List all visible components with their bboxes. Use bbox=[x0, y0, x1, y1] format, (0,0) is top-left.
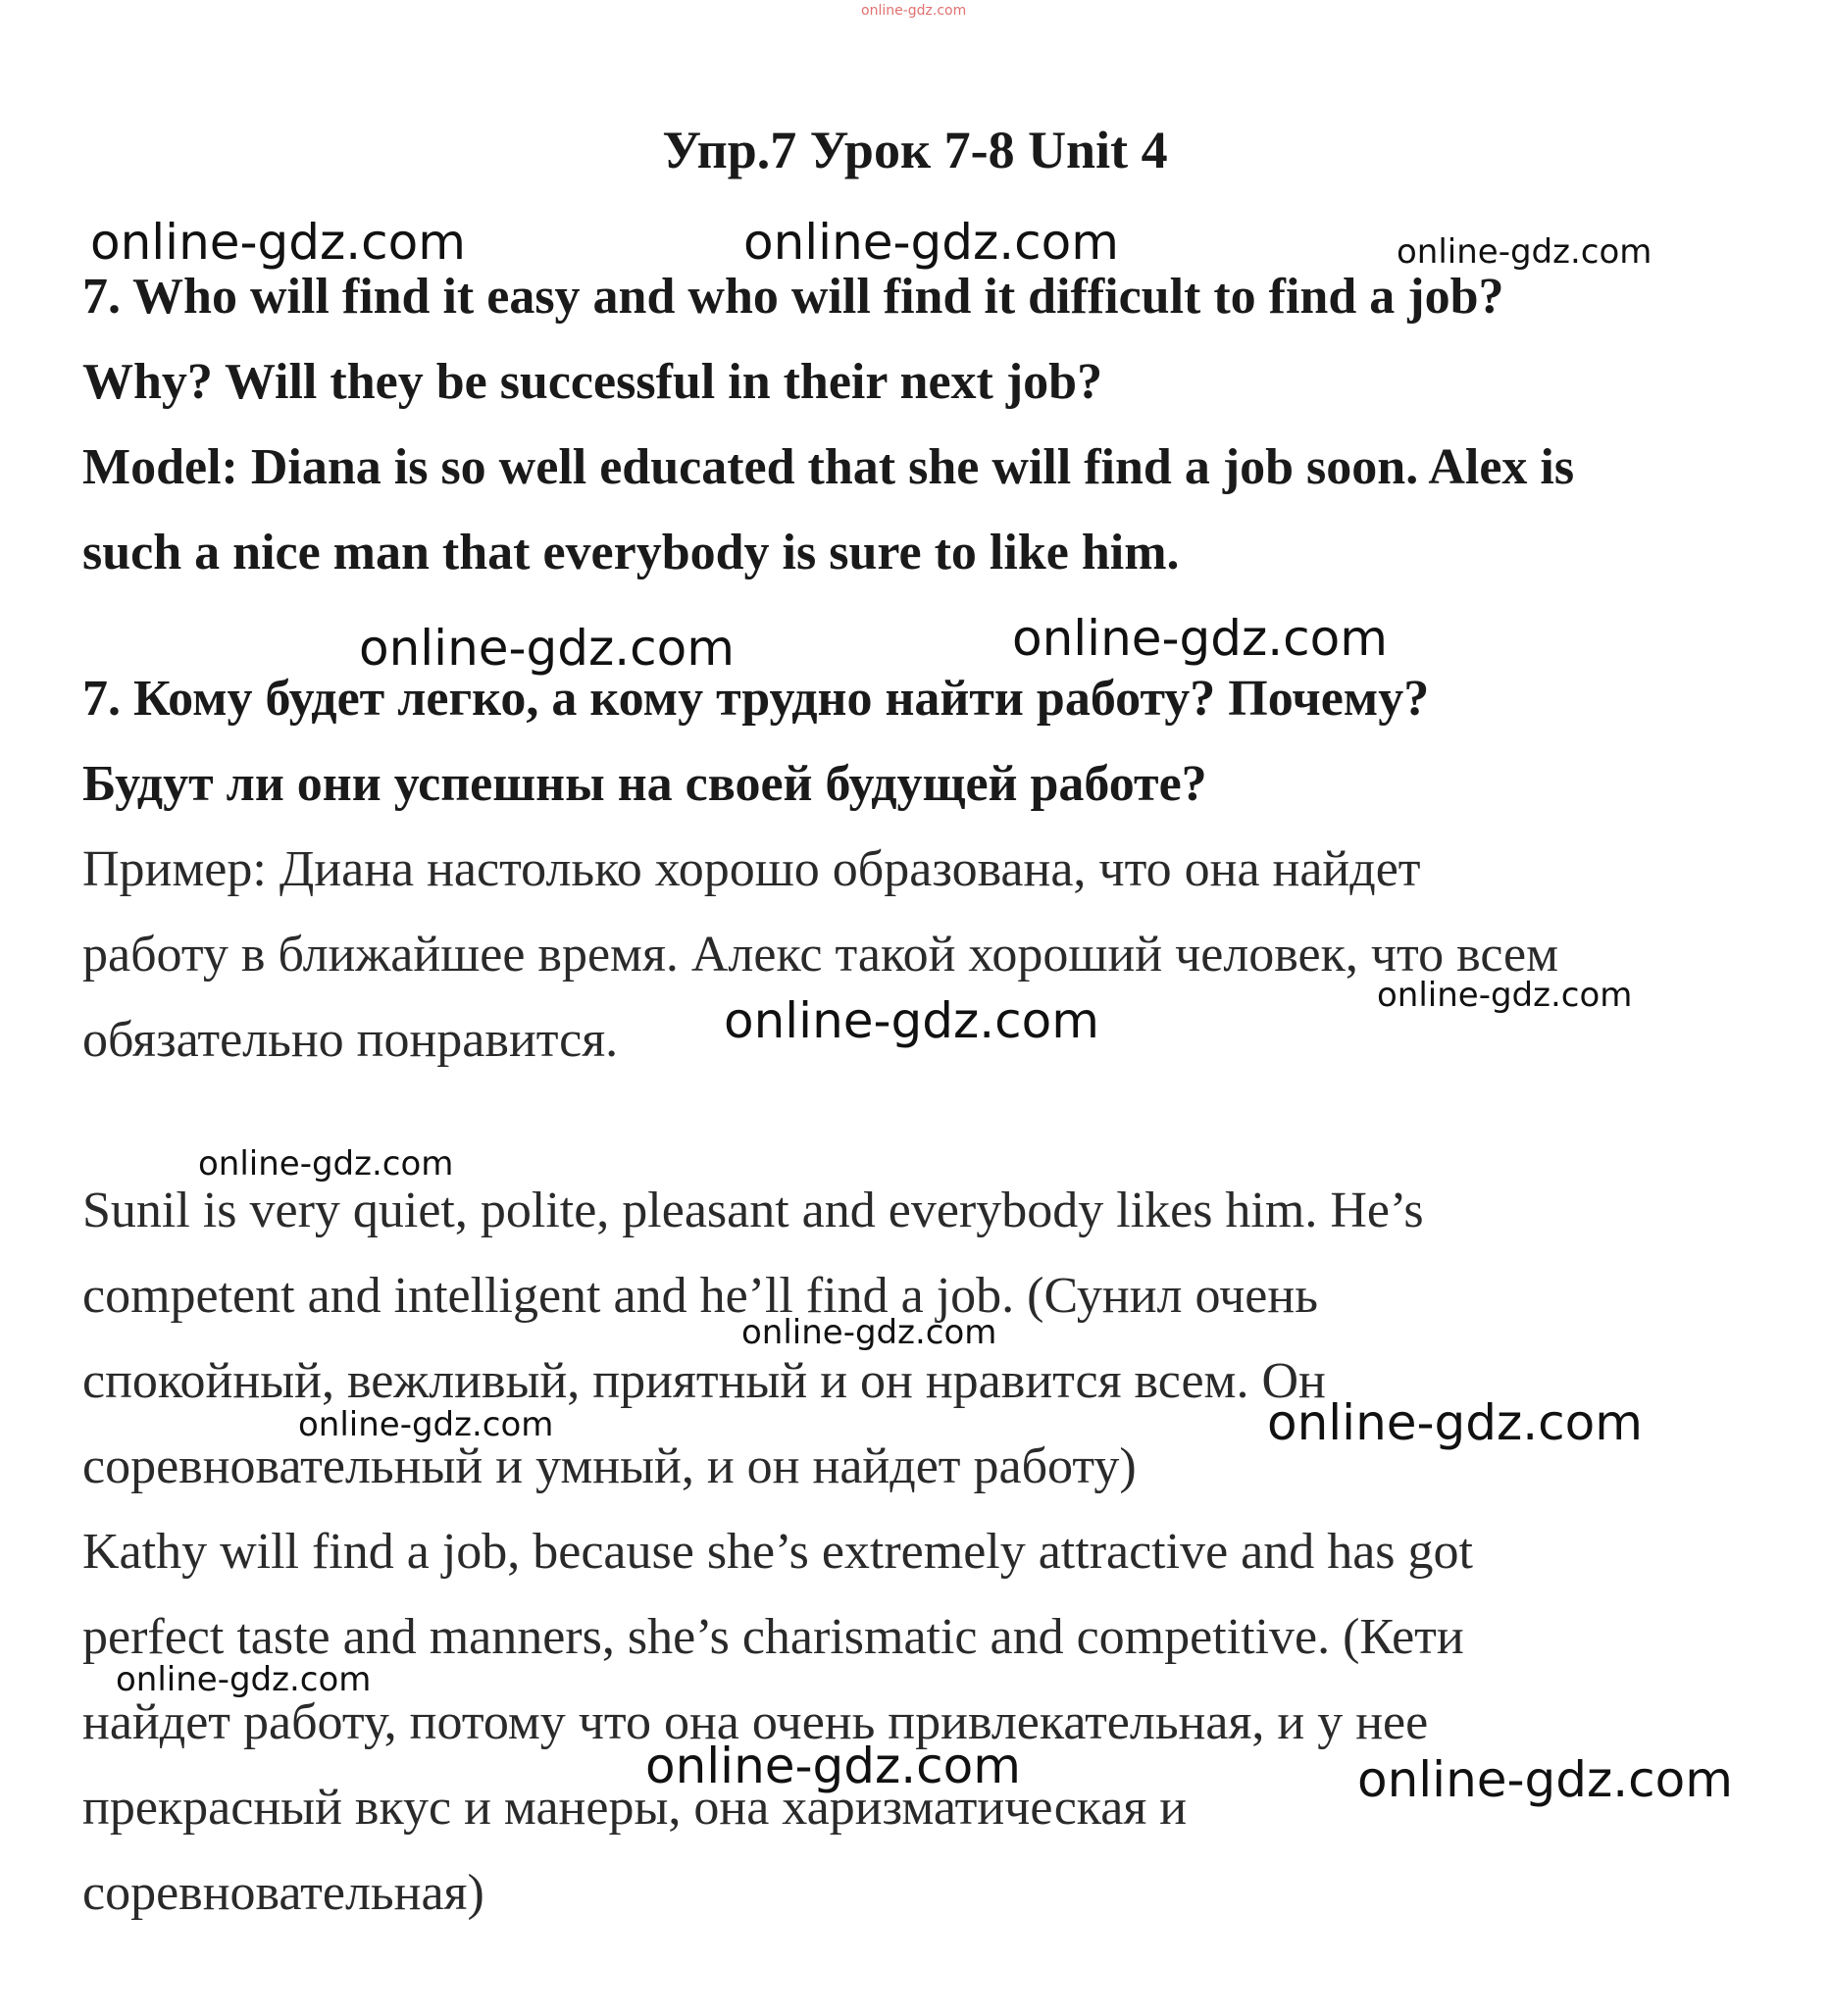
page-title: Упр.7 Урок 7-8 Unit 4 bbox=[662, 121, 1168, 179]
example-ru-line-1: Пример: Диана настолько хорошо образована, что она найдет bbox=[82, 841, 1421, 897]
answer-line-9: соревновательная) bbox=[82, 1865, 484, 1921]
model-line-2: such a nice man that everybody is sure to like him. bbox=[82, 525, 1180, 580]
question-en-line-1: 7. Who will find it easy and who will find it difficult to find a job? bbox=[82, 269, 1504, 325]
watermark: online-gdz.com bbox=[90, 214, 466, 271]
answer-line-8: прекрасный вкус и манеры, она харизматическая и bbox=[82, 1780, 1188, 1836]
watermark: online-gdz.com bbox=[116, 1660, 372, 1699]
watermark: online-gdz.com bbox=[1012, 610, 1388, 667]
answer-line-6: perfect taste and manners, she’s charismatic and competitive. (Кети bbox=[82, 1609, 1464, 1665]
watermark: online-gdz.com bbox=[741, 1313, 997, 1352]
question-en-line-2: Why? Will they be successful in their next job? bbox=[82, 354, 1103, 410]
example-ru-line-2: работу в ближайшее время. Алекс такой хороший человек, что всем bbox=[82, 927, 1559, 983]
answer-line-1: Sunil is very quiet, polite, pleasant and everybody likes him. He’s bbox=[82, 1183, 1424, 1238]
watermark: online-gdz.com bbox=[198, 1144, 454, 1184]
question-ru-line-2: Будут ли они успешны на своей будущей работе? bbox=[82, 756, 1207, 812]
watermark: online-gdz.com bbox=[1357, 1751, 1733, 1808]
watermark: online-gdz.com bbox=[1267, 1394, 1643, 1451]
watermark: online-gdz.com bbox=[645, 1738, 1021, 1794]
watermark: online-gdz.com bbox=[743, 214, 1119, 271]
answer-line-4: соревновательный и умный, и он найдет работу) bbox=[82, 1438, 1137, 1494]
watermark: online-gdz.com bbox=[724, 992, 1099, 1049]
answer-line-7: найдет работу, потому что она очень привлекательная, и у нее bbox=[82, 1694, 1429, 1750]
answer-line-2: competent and intelligent and he’ll find a job. (Сунил очень bbox=[82, 1268, 1318, 1324]
model-line-1: Model: Diana is so well educated that she will find a job soon. Alex is bbox=[82, 439, 1575, 495]
answer-line-3: спокойный, вежливый, приятный и он нравится всем. Он bbox=[82, 1353, 1326, 1409]
watermark-top: online-gdz.com bbox=[861, 3, 967, 19]
watermark: online-gdz.com bbox=[298, 1405, 554, 1444]
watermark: online-gdz.com bbox=[1397, 232, 1652, 272]
answer-line-5: Kathy will find a job, because she’s extremely attractive and has got bbox=[82, 1524, 1473, 1580]
example-ru-line-3: обязательно понравится. bbox=[82, 1012, 619, 1068]
watermark: online-gdz.com bbox=[1377, 976, 1633, 1015]
watermark: online-gdz.com bbox=[359, 620, 735, 677]
question-ru-line-1: 7. Кому будет легко, а кому трудно найти работу? Почему? bbox=[82, 671, 1430, 727]
